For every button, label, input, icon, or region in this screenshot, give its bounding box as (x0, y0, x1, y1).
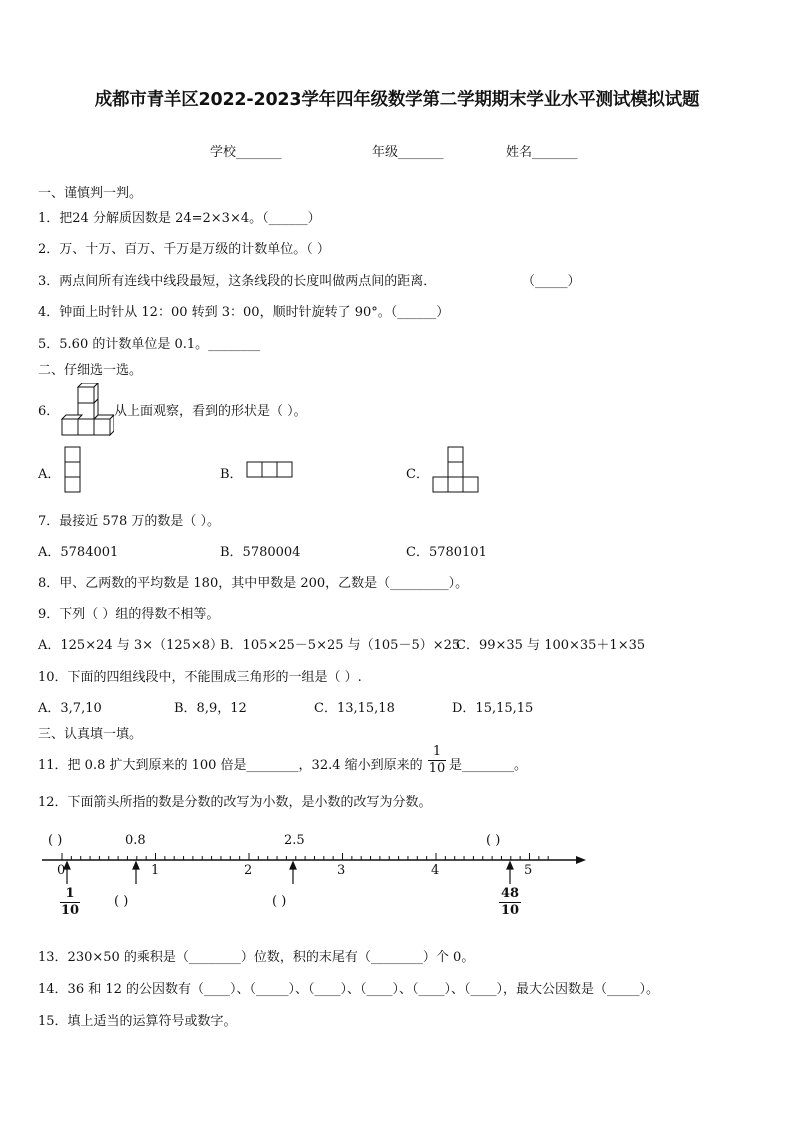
question-9: 9．下列（ ）组的得数不相等。 (38, 607, 220, 622)
question-6-number: 6． (38, 404, 60, 419)
number-line-arrowhead (576, 856, 586, 864)
number-line (40, 850, 590, 888)
nl-fraction-2-denominator: 10 (500, 903, 520, 918)
question-1: 1．把24 分解质因数是 24=2×3×4。（______） (38, 211, 321, 226)
nl-fraction-1-10 (59, 887, 81, 918)
nl-number-5: 5 (524, 863, 533, 878)
nl-fraction-48-10 (498, 887, 522, 918)
nl-bottom-blank-2[interactable]: ( ) (272, 894, 287, 909)
section-2-heading: 二、仔细选一选。 (38, 363, 143, 378)
cube-stack-figure (60, 383, 114, 437)
arrow-head-08 (133, 862, 139, 869)
nl-number-3: 3 (337, 863, 346, 878)
nl-number-0: 0 (57, 863, 66, 878)
q6-option-c-shape[interactable] (432, 446, 482, 496)
question-10: 10．下面的四组线段中，不能围成三角形的一组是（ ）. (38, 670, 362, 685)
question-15: 15．填上适当的运算符号或数字。 (38, 1014, 237, 1029)
q11-fraction-numerator: 1 (432, 744, 442, 759)
nl-top-label-08: 0.8 (125, 833, 146, 848)
question-12: 12．下面箭头所指的数是分数的改写为小数，是小数的改写为分数。 (38, 795, 432, 810)
q11-fraction (428, 745, 446, 776)
q7-option-c[interactable]: C．5780101 (406, 545, 487, 560)
q11-fraction-denominator: 10 (428, 761, 446, 776)
q7-option-b[interactable]: B．5780004 (220, 545, 301, 560)
nl-number-2: 2 (244, 863, 253, 878)
q10-option-d[interactable]: D．15,15,15 (452, 701, 534, 716)
q9-option-a[interactable]: A．125×24 与 3×（125×8） (38, 638, 224, 653)
q6-option-a-label[interactable]: A． (38, 467, 61, 482)
question-6: 从上面观察，看到的形状是（ ）。 (114, 404, 307, 419)
nl-bottom-blank-1[interactable]: ( ) (114, 894, 129, 909)
q9-option-c[interactable]: C．99×35 与 100×35＋1×35 (456, 638, 646, 653)
nl-top-label-25: 2.5 (284, 833, 305, 848)
question-7: 7．最接近 578 万的数是（ ）。 (38, 514, 220, 529)
nl-fraction-1-numerator: 1 (65, 886, 75, 901)
nl-number-4: 4 (431, 863, 440, 878)
name-field[interactable]: 姓名_______ (506, 145, 578, 160)
nl-top-blank-1[interactable]: ( ) (48, 833, 63, 848)
q6-option-a-shape[interactable] (64, 446, 82, 496)
question-8: 8．甲、乙两数的平均数是 180，其中甲数是 200，乙数是（_________）。 (38, 576, 469, 591)
section-1-heading: 一、谨慎判一判。 (38, 186, 143, 201)
question-13: 13．230×50 的乘积是（________）位数，积的末尾有（________）个 0。 (38, 950, 475, 965)
q7-option-a[interactable]: A．5784001 (38, 545, 119, 560)
page-title: 成都市青羊区2022-2023学年四年级数学第二学期期末学业水平测试模拟试题 (94, 90, 700, 110)
arrow-head-25 (290, 862, 296, 869)
school-field[interactable]: 学校_______ (210, 145, 282, 160)
question-3: 3．两点间所有连线中线段最短，这条线段的长度叫做两点间的距离． (38, 274, 437, 289)
question-3-blank[interactable]: （_____） (522, 274, 581, 289)
nl-fraction-1-denominator: 10 (60, 903, 80, 918)
question-2: 2．万、十万、百万、千万是万级的计数单位。（ ） (38, 242, 330, 257)
q6-option-c-label[interactable]: C． (406, 467, 429, 482)
question-5: 5．5.60 的计数单位是 0.1。________ (38, 337, 261, 352)
q10-option-c[interactable]: C．13,15,18 (314, 701, 395, 716)
nl-top-blank-2[interactable]: ( ) (486, 833, 501, 848)
q10-option-a[interactable]: A．3,7,10 (38, 701, 102, 716)
arrow-head-48 (507, 862, 513, 869)
question-4: 4．钟面上时针从 12：00 转到 3：00，顺时针旋转了 90°。（______） (38, 305, 450, 320)
q10-option-b[interactable]: B．8,9，12 (174, 701, 247, 716)
q6-option-b-label[interactable]: B． (220, 467, 243, 482)
nl-fraction-2-numerator: 48 (500, 886, 520, 901)
q6-option-b-shape[interactable] (246, 461, 296, 479)
nl-number-1: 1 (151, 863, 160, 878)
grade-field[interactable]: 年级_______ (372, 145, 444, 160)
question-11-end: 是________。 (449, 758, 528, 773)
question-14: 14．36 和 12 的公因数有（____）、（_____）、（____）、（____）、（____）、（____），最大公因数是（_____）。 (38, 982, 660, 997)
q9-option-b[interactable]: B．105×25－5×25 与（105－5）×25 (220, 638, 461, 653)
question-11: 11．把 0.8 扩大到原来的 100 倍是________，32.4 缩小到原来的 (38, 758, 423, 773)
section-3-heading: 三、认真填一填。 (38, 727, 143, 742)
